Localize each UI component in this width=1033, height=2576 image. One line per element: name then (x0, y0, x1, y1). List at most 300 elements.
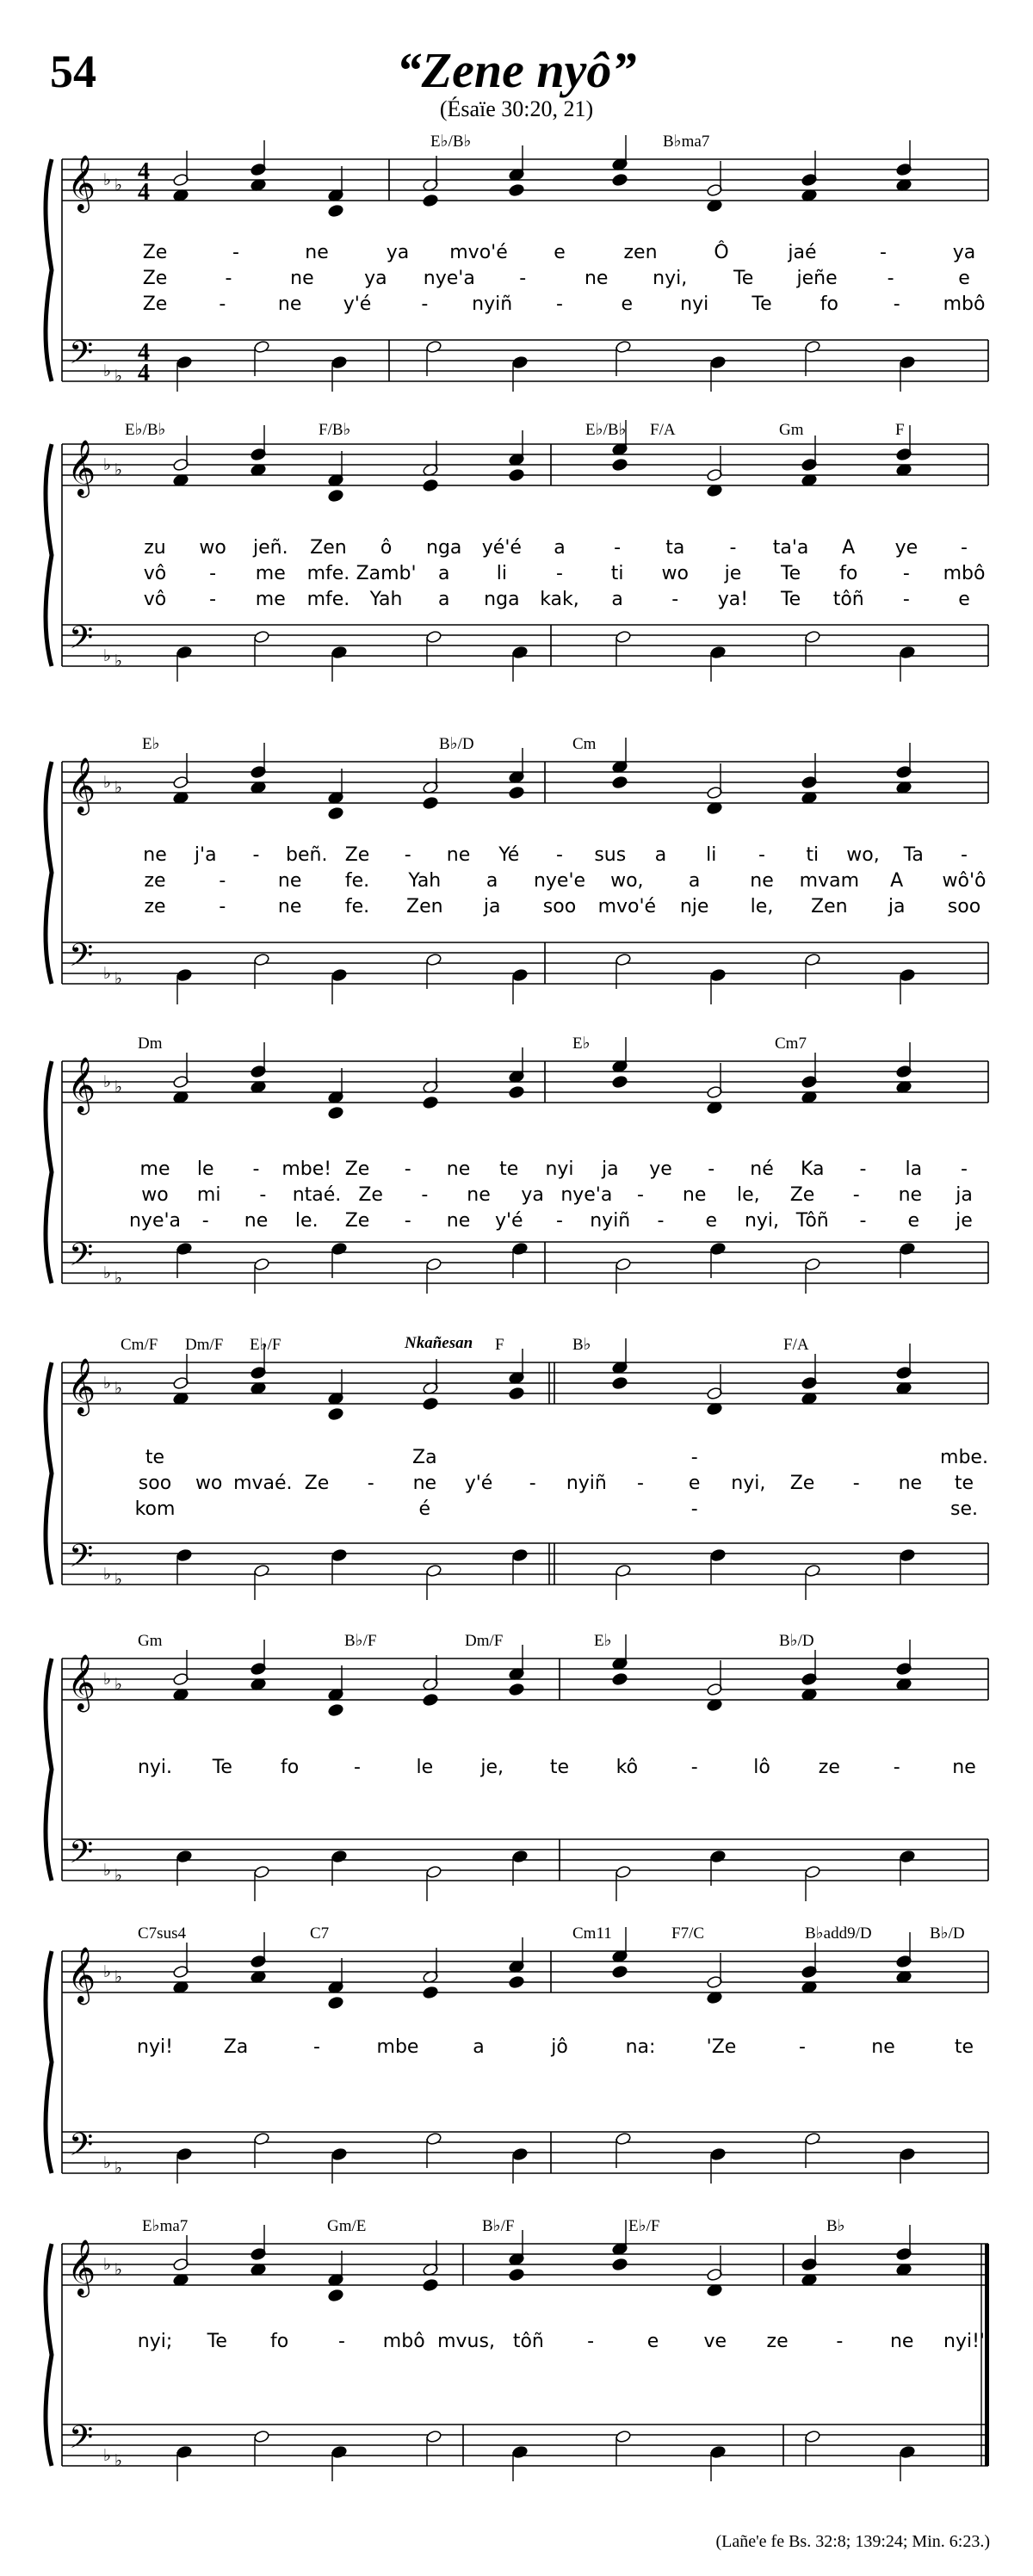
lyric-syllable: mbô (943, 563, 986, 584)
lyric-syllable: li (496, 563, 507, 584)
key-flat-sign: ♭ (103, 774, 111, 792)
lyric-syllable: ô (380, 537, 393, 559)
lyric-syllable: - (637, 1473, 644, 1494)
lyric-syllable: ti (806, 844, 820, 866)
bass-notehead (176, 2445, 193, 2459)
bass-notehead (512, 646, 529, 659)
lyric-syllable: - (657, 1210, 665, 1232)
bass-notehead (710, 1548, 727, 1562)
lyric-syllable: - (529, 1473, 536, 1494)
key-flat-sign: ♭ (103, 965, 111, 983)
bass-notehead (254, 340, 270, 354)
lyric-syllable: - (209, 589, 217, 610)
lyric-syllable: mvam (799, 870, 860, 892)
lyric-syllable: mi (196, 1184, 221, 1206)
treble-alto-notehead (509, 1683, 525, 1696)
treble-alto-notehead (328, 489, 344, 503)
lyric-syllable: ne (682, 1184, 707, 1206)
bass-clef: 𝄢 (69, 1834, 94, 1878)
lyric-syllable: mvo'é (597, 896, 657, 917)
lyric-syllable: Za (223, 2036, 249, 2058)
lyric-syllable: a (437, 563, 450, 584)
system-brace (46, 1061, 52, 1283)
treble-alto-notehead (328, 1407, 344, 1421)
lyric-syllable: né (750, 1158, 774, 1180)
key-flat-sign: ♭ (103, 1862, 111, 1880)
lyric-syllable: é (418, 1498, 431, 1520)
lyric-syllable: te (499, 1158, 519, 1180)
bass-notehead (615, 1865, 632, 1879)
bass-notehead (254, 630, 270, 644)
key-flat-sign: ♭ (114, 368, 122, 386)
lyric-syllable: - (893, 293, 900, 315)
bass-notehead (710, 968, 727, 982)
lyric-syllable: me (255, 589, 286, 610)
lyric-syllable: jô (551, 2036, 568, 2058)
lyric-syllable: Yah (408, 870, 442, 892)
lyric-syllable: Zen (310, 537, 347, 559)
bass-notehead (176, 1242, 193, 1256)
bass-notehead (710, 2147, 727, 2161)
treble-clef: 𝄞 (67, 2239, 96, 2295)
lyric-syllable: - (209, 563, 217, 584)
lyric-syllable: nyi!' (943, 2331, 985, 2352)
bass-notehead (615, 1564, 632, 1578)
treble-alto-notehead (612, 1075, 628, 1089)
lyric-syllable: Ka (800, 1158, 825, 1180)
hymn-title: “Zene nyô” (396, 42, 637, 98)
lyric-syllable: e (554, 242, 566, 263)
lyric-syllable: e (958, 268, 970, 289)
lyric-syllable: - (880, 242, 887, 263)
lyric-syllable: Te (207, 2331, 227, 2352)
lyric-syllable: Te (212, 1757, 232, 1778)
key-flat-sign: ♭ (103, 2154, 111, 2172)
lyric-syllable: jeñ. (252, 537, 288, 559)
final-barline-thick (985, 2244, 989, 2466)
treble-alto-notehead (423, 796, 439, 810)
bass-notehead (512, 2445, 529, 2459)
lyric-syllable: nyi. (137, 1757, 173, 1778)
chord-symbol: Dm (138, 1035, 163, 1053)
treble-alto-notehead (328, 1703, 344, 1717)
lyric-syllable: lô (753, 1757, 770, 1778)
lyric-syllable: mbô (382, 2331, 425, 2352)
lyric-syllable: - (961, 1158, 968, 1180)
lyric-syllable: vô (143, 563, 167, 584)
lyric-syllable: ne (467, 1184, 491, 1206)
lyric-syllable: a (611, 589, 623, 610)
bass-notehead (805, 1865, 821, 1879)
lyric-syllable: A (842, 537, 856, 559)
lyric-syllable: e (958, 589, 970, 610)
lyric-syllable: kô (615, 1757, 639, 1778)
lyric-syllable: nyiñ (590, 1210, 631, 1232)
lyric-syllable: - (799, 2036, 806, 2058)
bass-notehead (512, 2147, 529, 2161)
lyric-syllable: ya (521, 1184, 544, 1206)
lyric-syllable: - (519, 268, 527, 289)
chord-symbol: C7sus4 (138, 1924, 186, 1943)
lyric-syllable: nyiñ (472, 293, 513, 315)
chord-symbol: E♭ma7 (142, 2217, 189, 2235)
lyric-syllable: Te (733, 268, 754, 289)
lyric-syllable: Te (780, 589, 801, 610)
treble-alto-notehead (509, 1387, 525, 1400)
lyric-syllable: na: (625, 2036, 656, 2058)
key-flat-sign: ♭ (114, 461, 122, 479)
chord-symbol: F (495, 1336, 504, 1354)
lyric-syllable: ya (364, 268, 387, 289)
lyric-syllable: - (232, 242, 239, 263)
treble-clef: 𝄞 (67, 1947, 96, 2003)
treble-clef: 𝄞 (67, 1358, 96, 1414)
bass-notehead (426, 340, 442, 354)
system-brace (46, 1362, 52, 1585)
chord-symbol: B♭/D (439, 735, 474, 753)
lyric-syllable: ta (665, 537, 685, 559)
chord-symbol: F/A (783, 1336, 809, 1354)
bass-notehead (331, 1242, 348, 1256)
lyric-syllable: je (956, 1210, 973, 1232)
lyric-syllable: soo (542, 896, 577, 917)
treble-alto-notehead (423, 2278, 439, 2292)
lyric-syllable: e (646, 2331, 659, 2352)
treble-clef: 𝄞 (67, 440, 96, 496)
treble-alto-notehead (612, 173, 628, 187)
bass-notehead (331, 646, 348, 659)
chord-symbol: B♭/D (779, 1632, 814, 1650)
key-flat-sign: ♭ (103, 1264, 111, 1282)
lyric-syllable: nyi; (137, 2331, 173, 2352)
lyric-syllable: e (688, 1473, 701, 1494)
bass-notehead (900, 1242, 916, 1256)
lyric-syllable: jeñe (796, 268, 838, 289)
lyric-syllable: nye'a (128, 1210, 182, 1232)
bass-notehead (615, 2430, 632, 2443)
bass-clef: 𝄢 (69, 335, 94, 379)
lyric-syllable: nye'a (560, 1184, 613, 1206)
treble-alto-notehead (423, 1397, 439, 1411)
bass-notehead (615, 630, 632, 644)
lyric-syllable: fo (270, 2331, 289, 2352)
treble-clef: 𝄞 (67, 1654, 96, 1710)
chord-symbol: F7/C (671, 1924, 705, 1943)
lyric-syllable: je, (480, 1757, 504, 1778)
chord-symbol: Cm7 (775, 1035, 807, 1053)
treble-alto-notehead (423, 1986, 439, 1999)
lyric-syllable: nye'e (533, 870, 586, 892)
bass-notehead (900, 968, 916, 982)
lyric-syllable: mbe (376, 2036, 419, 2058)
lyric-syllable: - (556, 1210, 563, 1232)
lyric-syllable: sus (594, 844, 627, 866)
lyric-syllable: y'é (494, 1210, 523, 1232)
bass-clef: 𝄢 (69, 1237, 94, 1281)
chord-symbol: B♭ (826, 2217, 845, 2235)
chord-symbol: C7 (310, 1924, 330, 1943)
lyric-syllable: - (404, 1158, 411, 1180)
lyric-syllable: le (416, 1757, 434, 1778)
chord-symbol: E♭/F (628, 2217, 660, 2235)
key-flat-sign: ♭ (103, 1963, 111, 1981)
lyric-syllable: soo (947, 896, 981, 917)
bass-notehead (426, 953, 442, 967)
key-flat-sign: ♭ (103, 1073, 111, 1091)
key-flat-sign: ♭ (103, 1566, 111, 1584)
treble-alto-notehead (328, 2289, 344, 2302)
lyric-syllable: - (313, 2036, 320, 2058)
treble-alto-notehead (612, 775, 628, 789)
lyric-syllable: - (614, 537, 622, 559)
lyric-syllable: e (705, 1210, 718, 1232)
key-flat-sign: ♭ (114, 1078, 122, 1096)
lyric-syllable: Za (412, 1447, 437, 1468)
bass-notehead (900, 646, 916, 659)
lyric-syllable: ye (649, 1158, 672, 1180)
lyric-syllable: fo (820, 293, 838, 315)
bass-notehead (254, 2430, 270, 2443)
treble-alto-notehead (509, 183, 525, 197)
lyric-syllable: ne (952, 1757, 976, 1778)
bass-notehead (426, 630, 442, 644)
bass-notehead (512, 968, 529, 982)
key-flat-sign: ♭ (114, 2452, 122, 2470)
lyric-syllable: Ze (358, 1184, 383, 1206)
treble-alto-notehead (423, 1096, 439, 1109)
lyric-syllable: Ze (344, 1158, 370, 1180)
lyric-syllable: ne (244, 1210, 269, 1232)
key-flat-sign: ♭ (114, 2261, 122, 2279)
key-flat-sign: ♭ (114, 1571, 122, 1589)
bass-notehead (331, 355, 348, 369)
lyric-syllable: Ze (142, 293, 168, 315)
lyric-syllable: - (354, 1757, 361, 1778)
lyric-syllable: tôñ (832, 589, 864, 610)
lyric-syllable: - (367, 1473, 374, 1494)
lyric-syllable: kak, (540, 589, 579, 610)
bass-notehead (426, 2430, 442, 2443)
bass-notehead (805, 340, 821, 354)
chord-symbol: E♭ (594, 1632, 612, 1650)
lyric-syllable: ntaé. (292, 1184, 342, 1206)
key-flat-sign: ♭ (103, 2447, 111, 2465)
lyric-syllable: - (587, 2331, 595, 2352)
key-flat-sign: ♭ (103, 1374, 111, 1393)
lyric-syllable: ne (750, 870, 774, 892)
lyric-syllable: j'a (194, 844, 217, 866)
bass-notehead (331, 2147, 348, 2161)
treble-alto-notehead (328, 1106, 344, 1120)
lyric-syllable: mfe. (306, 589, 350, 610)
key-flat-sign: ♭ (114, 1380, 122, 1398)
treble-alto-notehead (509, 786, 525, 800)
lyric-syllable: - (556, 844, 563, 866)
key-flat-sign: ♭ (114, 176, 122, 195)
key-flat-sign: ♭ (103, 171, 111, 189)
lyric-syllable: Zen (811, 896, 848, 917)
lyric-syllable: Te (752, 293, 772, 315)
bass-notehead (615, 953, 632, 967)
lyric-syllable: ya! (717, 589, 749, 610)
key-flat-sign: ♭ (114, 779, 122, 797)
treble-alto-notehead (328, 204, 344, 218)
bass-notehead (710, 355, 727, 369)
lyric-syllable: - (556, 563, 563, 584)
lyric-syllable: ne (412, 1473, 437, 1494)
scripture-reference: (Ésaïe 30:20, 21) (439, 96, 594, 121)
lyric-syllable: ne (898, 1184, 923, 1206)
lyric-syllable: - (708, 1158, 715, 1180)
lyric-syllable: - (859, 1210, 867, 1232)
lyric-syllable: - (961, 844, 968, 866)
lyric-syllable: mvo'é (449, 242, 508, 263)
chord-symbol: E♭/B♭ (125, 421, 166, 439)
lyric-syllable: ne (584, 268, 609, 289)
lyric-syllable: wô'ô (942, 870, 987, 892)
bass-notehead (805, 2132, 821, 2146)
lyric-syllable: wo (195, 1473, 223, 1494)
lyric-syllable: e (907, 1210, 920, 1232)
chord-symbol: F/A (650, 421, 676, 439)
lyric-syllable: - (758, 844, 765, 866)
key-flat-sign: ♭ (103, 647, 111, 665)
bass-notehead (176, 2147, 193, 2161)
lyric-syllable: nyi, (744, 1210, 780, 1232)
lyric-syllable: ze (144, 870, 166, 892)
lyric-syllable: zu (144, 537, 166, 559)
lyric-syllable: nyi (545, 1158, 574, 1180)
lyric-syllable: - (729, 537, 737, 559)
treble-clef: 𝄞 (67, 757, 96, 813)
lyric-syllable: - (219, 293, 226, 315)
lyric-syllable: Ze (142, 268, 168, 289)
bass-notehead (254, 1865, 270, 1879)
bass-notehead (710, 646, 727, 659)
chord-symbol: Gm (138, 1632, 163, 1650)
lyric-syllable: Ze (142, 242, 168, 263)
lyric-syllable: - (637, 1184, 644, 1206)
key-flat-sign: ♭ (114, 652, 122, 670)
chord-symbol: Dm/F (185, 1336, 224, 1354)
lyric-syllable: ze (818, 1757, 840, 1778)
lyric-syllable: - (902, 563, 910, 584)
lyric-syllable: le, (750, 896, 774, 917)
treble-clef: 𝄞 (67, 1057, 96, 1113)
bass-notehead (900, 2445, 916, 2459)
treble-alto-notehead (423, 479, 439, 492)
lyric-syllable: fo (839, 563, 858, 584)
time-signature-top: 4 (138, 158, 150, 185)
bass-notehead (254, 1257, 270, 1271)
lyric-syllable: y'é (343, 293, 372, 315)
key-flat-sign: ♭ (103, 362, 111, 380)
bass-notehead (176, 968, 193, 982)
chord-symbol: F/B♭ (319, 421, 351, 439)
bass-clef: 𝄢 (69, 2127, 94, 2171)
lyric-syllable: mvus, (437, 2331, 495, 2352)
chord-symbol: Dm/F (465, 1632, 504, 1650)
lyric-syllable: - (893, 1757, 900, 1778)
chord-symbol: E♭/B♭ (430, 133, 472, 151)
lyric-syllable: vô (143, 589, 167, 610)
lyric-syllable: me (255, 563, 286, 584)
chord-symbol: Gm/E (327, 2217, 367, 2235)
bass-notehead (426, 2132, 442, 2146)
lyric-syllable: la (905, 1158, 923, 1180)
system-brace (46, 2244, 52, 2466)
lyric-syllable: ne (898, 1473, 923, 1494)
lyric-syllable: je (724, 563, 742, 584)
bass-clef: 𝄢 (69, 1538, 94, 1582)
lyric-syllable: Ze (304, 1473, 330, 1494)
treble-alto-notehead (509, 468, 525, 482)
lyric-syllable: - (201, 1210, 209, 1232)
lyric-syllable: ne (277, 896, 302, 917)
lyric-syllable: - (404, 844, 411, 866)
lyric-syllable: ne (446, 1158, 471, 1180)
lyric-syllable: - (259, 1184, 267, 1206)
bass-notehead (512, 1242, 529, 1256)
treble-alto-notehead (509, 1085, 525, 1099)
lyric-syllable: nyiñ (566, 1473, 607, 1494)
bass-notehead (805, 2430, 821, 2443)
lyric-syllable: wo (141, 1184, 169, 1206)
key-flat-sign: ♭ (114, 2159, 122, 2178)
bass-notehead (331, 968, 348, 982)
chord-symbol: E♭/B♭ (585, 421, 627, 439)
lyric-syllable: jaé (788, 242, 817, 263)
lyric-syllable: Yah (369, 589, 403, 610)
lyric-syllable: y'é (464, 1473, 493, 1494)
chord-symbol: B♭/D (930, 1924, 965, 1943)
lyric-syllable: a (486, 870, 498, 892)
lyric-syllable: ta'a (772, 537, 809, 559)
bass-notehead (176, 646, 193, 659)
lyric-syllable: mbe! (281, 1158, 332, 1180)
lyric-syllable: le. (294, 1210, 319, 1232)
bass-notehead (710, 1850, 727, 1863)
bass-notehead (512, 1548, 529, 1562)
lyric-syllable: Ze (789, 1184, 815, 1206)
bass-notehead (615, 340, 632, 354)
time-signature-bottom: 4 (138, 179, 150, 206)
lyric-syllable: nje (679, 896, 709, 917)
lyric-syllable: - (252, 844, 260, 866)
chord-symbol: E♭ (142, 735, 160, 753)
lyric-syllable: ja (483, 896, 501, 917)
lyric-syllable: mbe. (940, 1447, 988, 1468)
lyric-syllable: nye'a (423, 268, 475, 289)
page-number: 54 (50, 46, 96, 97)
lyric-syllable: - (219, 896, 226, 917)
lyric-syllable: te (954, 2036, 974, 2058)
bass-notehead (900, 1548, 916, 1562)
chord-symbol: Cm/F (121, 1336, 158, 1354)
lyric-syllable: nga (484, 589, 520, 610)
lyric-syllable: ya (386, 242, 410, 263)
lyric-syllable: nyi, (731, 1473, 766, 1494)
lyric-syllable: ze (766, 2331, 789, 2352)
chord-symbol: B♭/F (482, 2217, 515, 2235)
system-brace (46, 1951, 52, 2173)
bass-clef: 𝄢 (69, 937, 94, 981)
lyric-syllable: beñ. (286, 844, 328, 866)
lyric-syllable: - (421, 1184, 429, 1206)
lyric-syllable: ne (290, 268, 314, 289)
lyric-syllable: Te (780, 563, 801, 584)
lyric-syllable: A (890, 870, 904, 892)
